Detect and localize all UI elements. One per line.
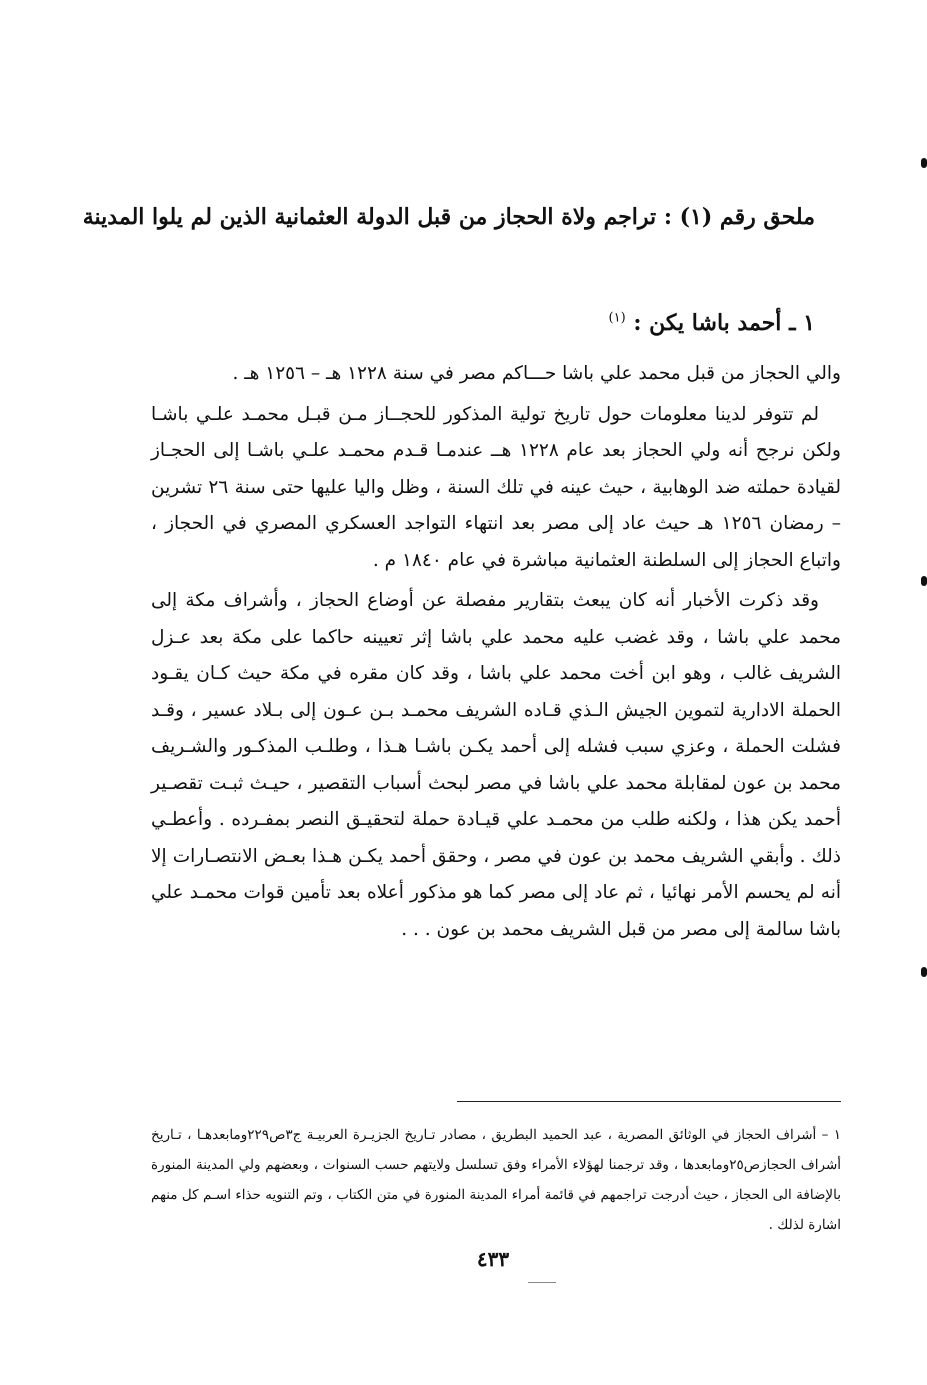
paragraph-1: والي الحجاز من قبل محمد علي باشا حـــاكم مصر في سنة ١٢٢٨ هـ – ١٢٥٦ هـ . bbox=[232, 363, 841, 384]
appendix-heading: ملحق رقم (١) : تراجم ولاة الحجاز من قبل الدولة العثمانية الذين لم يلوا المدينة bbox=[82, 204, 815, 230]
body-text bbox=[151, 356, 841, 948]
footnote-divider bbox=[457, 1101, 841, 1102]
footnote-text: ١ – أشراف الحجاز في الوثائق المصرية ، عبد الحميد البطريق ، مصادر تـاريخ الجزيـرة العربيـة ج٣ص٢٢٩ومابعدهـا ، تـاريخ أشراف الحجازص٢٥ومابعدها ، وقد ترجمنا لهؤلاء الأمراء وفق تسلسل ولايتهم حسب السنوات ، وبعضهم ولي المدينة المنورة بالإضافة الى الحجاز ، حيث أدرجت تراجمهم في قائمة أمراء المدينة المنورة في متن الكتاب ، وتم التنويه حذاء اسـم كل منهم اشارة لذلك . bbox=[151, 1127, 842, 1233]
footnote bbox=[151, 1120, 841, 1240]
page-number: ٤٣٣ bbox=[476, 1247, 510, 1271]
scan-smudge bbox=[528, 1282, 556, 1283]
section-title-text: ١ ـ أحمد باشا يكن : bbox=[633, 310, 815, 336]
scan-mark bbox=[921, 158, 927, 168]
footnote-reference[interactable]: (١) bbox=[608, 310, 626, 326]
paragraph-2: لم تتوفر لدينا معلومات حول تاريخ تولية المذكور للحجــاز مـن قبـل محمـد علـي باشـا ولكن نرجح أنه ولي الحجاز بعد عام ١٢٢٨ هــ عندمـا قـدم محمـد علـي باشـا إلى الحجـاز لقيادة حملته ضد الوهابية ، حيث عينه في تلك السنة ، وظل واليا عليها حتى سنة ٢٦ تشرين – رمضان ١٢٥٦ هـ حيث عاد إلى مصر بعد انتهاء التواجد العسكري المصري في الحجاز ، واتباع الحجاز إلى السلطنة العثمانية مباشرة في عام ١٨٤٠ م . bbox=[151, 403, 841, 571]
section-title bbox=[515, 310, 815, 336]
paragraph-3: وقد ذكرت الأخبار أنه كان يبعث بتقارير مفصلة عن أوضاع الحجاز ، وأشراف مكة إلى محمد علي باشا ، وقد غضب عليه محمد علي باشا إثر تعيينه حاكما على مكة بعد عـزل الشريف غالب ، وهو ابن أخت محمد علي باشا ، وقد كان مقره في مكة حيث كـان يقـود الحملة الادارية لتموين الجيش الـذي قـاده الشريف محمـد بـن عـون إلى بـلاد عسير ، وقـد فشلت الحملة ، وعزي سبب فشله إلى أحمد يكـن باشـا هـذا ، وطلـب المذكـور والشـريف محمد بن عون لمقابلة محمد علي باشا في مصر لبحث أسباب التقصير ، حيـث ثبـت تقصـير أحمد يكن هذا ، ولكنه طلب من محمـد علي قيـادة حملة لتحقيـق النصر بمفـرده . وأعطـي ذلك . وأبقي الشريف محمد بن عون في مصر ، وحقق أحمد يكـن هـذا بعـض الانتصـارات إلا أنه لم يحسم الأمر نهائيا ، ثم عاد إلى مصر كما هو مذكور أعلاه بعد تأمين قوات محمـد علي باشا سالمة إلى مصر من قبل الشريف محمد بن عون . . . bbox=[151, 590, 841, 940]
scan-mark bbox=[921, 576, 927, 586]
scan-mark bbox=[921, 967, 927, 977]
